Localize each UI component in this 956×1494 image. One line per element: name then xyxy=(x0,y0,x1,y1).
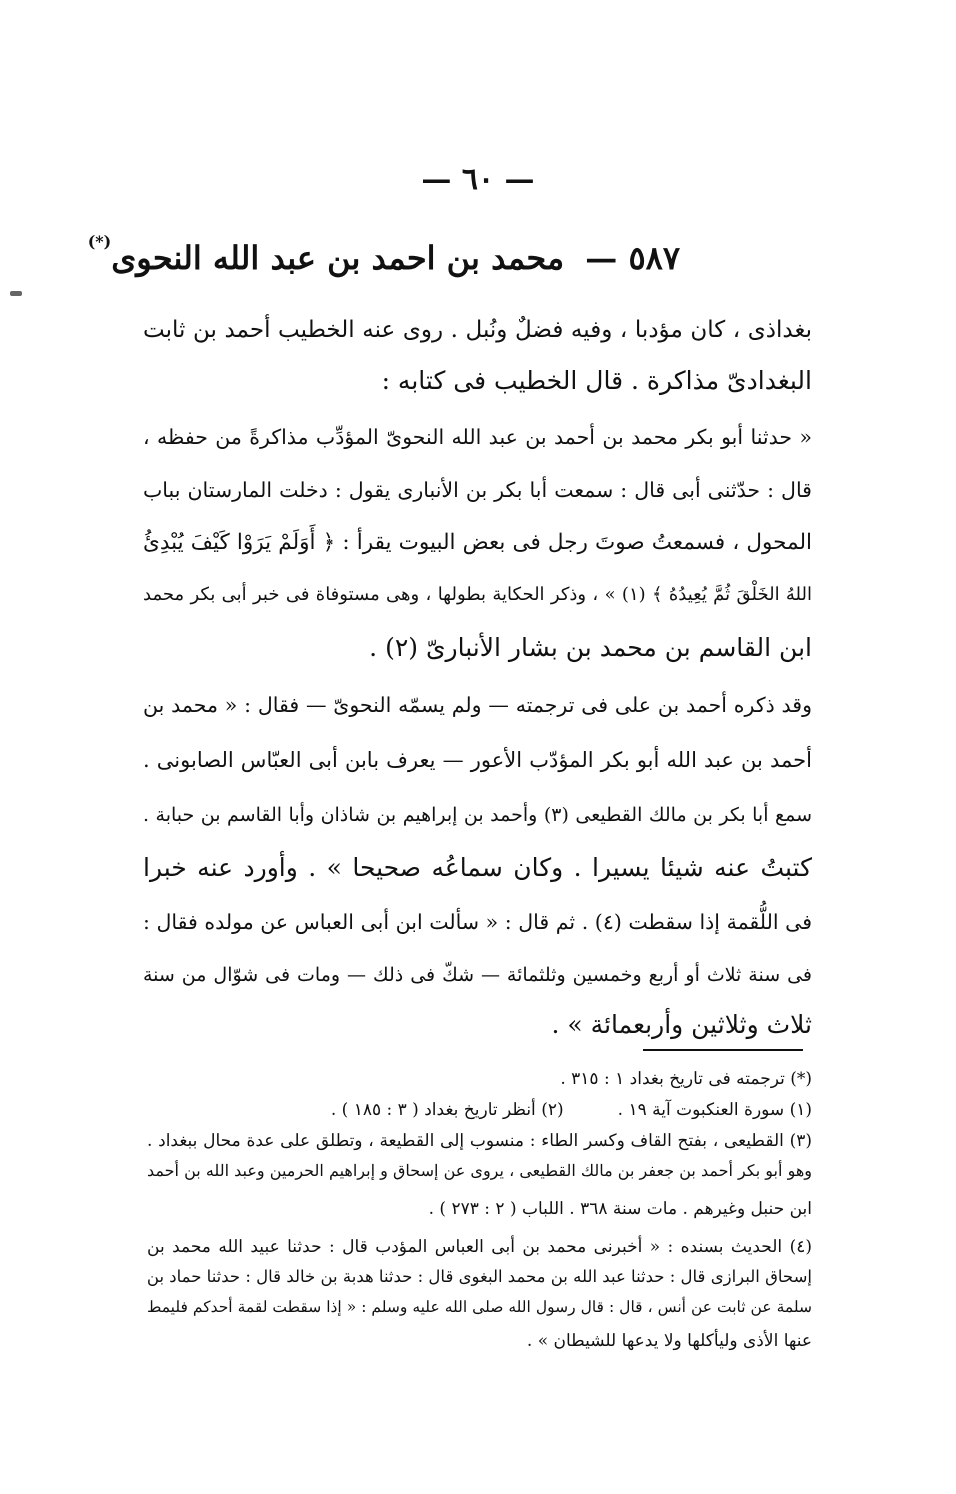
entry-name: محمد بن احمد بن عبد الله النحوى xyxy=(111,239,565,277)
footnote-line: وهو أبو بكر أحمد بن جعفر بن مالك القطيعى ، يروى عن إسحاق و إبراهيم الحرمين وعبد الله بن أحمد xyxy=(147,1161,812,1180)
entry-title-mark: (*) xyxy=(87,232,112,251)
page-number: — ٦٠ — xyxy=(421,162,535,197)
footnote-separator xyxy=(643,1049,803,1051)
body-line: اللهُ الخَلْقَ ثُمَّ يُعِيدُهُ ﴾ (١) » ، وذكر الحكاية بطولها ، وهى مستوفاة فى خبر أبى بكر محمد xyxy=(143,584,812,605)
body-line: بغداذى ، كان مؤدبا ، وفيه فضلٌ ونُبل . روى عنه الخطيب أحمد بن ثابت xyxy=(143,317,812,343)
body-line: فى سنة ثلاث أو أربع وخمسين وثلثمائة — شكّ فى ذلك — ومات فى شوّال من سنة xyxy=(143,964,812,986)
body-line: فى اللُّقمة إذا سقطت (٤) . ثم قال : « سألت ابن أبى العباس عن مولده فقال : xyxy=(143,910,813,934)
body-line: سمع أبا بكر بن مالك القطيعى (٣) وأحمد بن إبراهيم بن شاذان وأبا القاسم بن حبابة . xyxy=(143,804,813,826)
body-line: ابن القاسم بن محمد بن بشار الأنبارىّ (٢) . xyxy=(369,633,812,662)
footnote-line: عنها الأذى وليأكلها ولا يدعها للشيطان » . xyxy=(526,1331,812,1351)
footnote-line: (٤) الحديث بسنده : « أخبرنى محمد بن أبى العباس المؤدب قال : حدثنا عبيد الله محمد بن xyxy=(147,1237,812,1257)
entry-number: ٥٨٧ — xyxy=(585,239,680,277)
body-line: المحول ، فسمعتُ صوتَ رجل فى بعض البيوت يقرأ : ﴿ أَوَلَمْ يَرَوْا كَيْفَ يُبْدِئُ xyxy=(143,530,812,555)
footnote-line: (١) سورة العنكبوت آية ١٩ . (٢) أنظر تاريخ بغداد ( ٣ : ١٨٥ ) . xyxy=(330,1100,812,1120)
scan-speck xyxy=(10,291,22,296)
footnote-line: (*) ترجمته فى تاريخ بغداد ١ : ٣١٥ . xyxy=(560,1069,812,1089)
body-line: وقد ذكره أحمد بن على فى ترجمته — ولم يسمّه النحوىّ — فقال : « محمد بن xyxy=(143,693,812,717)
body-line: البغدادىّ مذاكرة . قال الخطيب فى كتابه : xyxy=(381,366,812,395)
body-line: قال : حدّثنى أبى قال : سمعت أبا بكر بن الأنبارى يقول : دخلت المارستان بباب xyxy=(143,478,812,502)
footnote-line: (٣) القطيعى ، بفتح القاف وكسر الطاء : منسوب إلى القطيعة ، وتطلق على عدة محال ببغداد . xyxy=(147,1131,812,1151)
body-line: ثلاث وثلاثين وأربعمائة » . xyxy=(551,1010,812,1039)
body-line: « حدثنا أبو بكر محمد بن أحمد بن عبد الله النحوىّ المؤدِّب مذاكرةً من حفظه ، xyxy=(143,425,812,449)
footnote-line: سلمة عن ثابت عن أنس ، قال : قال رسول الله صلى الله عليه وسلم : « إذا سقطت لقمة أحدكم فليمط xyxy=(147,1298,812,1316)
footnote-line: إسحاق البرازى قال : حدثنا عبد الله بن محمد البغوى قال : حدثنا هدبة بن خالد قال : حدثنا حماد بن xyxy=(146,1267,812,1286)
body-line: كتبتُ عنه شيئا يسيرا . وكان سماعُه صحيحا » . وأورد عنه خبرا xyxy=(143,853,812,882)
footnote-line: ابن حنبل وغيرهم . مات سنة ٣٦٨ . اللباب ( ٢ : ٢٧٣ ) . xyxy=(428,1199,812,1219)
body-line: أحمد بن عبد الله أبو بكر المؤدّب الأعور — يعرف بابن أبى العبّاس الصابونى . xyxy=(143,748,812,772)
entry-title xyxy=(88,232,680,277)
